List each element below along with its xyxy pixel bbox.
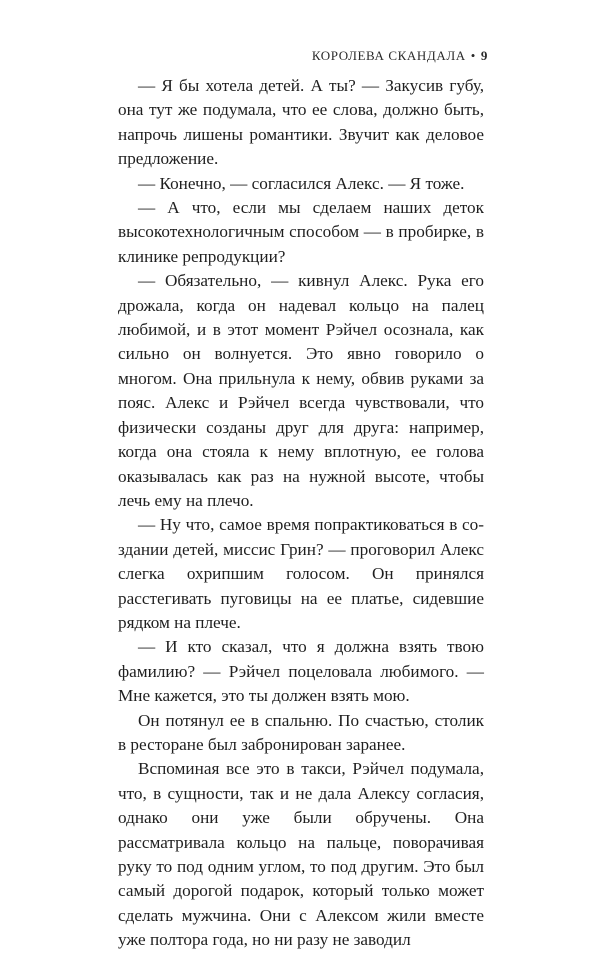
page-number: 9 bbox=[480, 48, 488, 63]
header-separator: • bbox=[470, 48, 476, 63]
paragraph: — Обязательно, — кивнул Алекс. Рука его дрожала, когда он надевал кольцо на палец любимой, и в этот момент Рэйчел осознала, как сильно он волнуется. Это явно говорило о многом. Она прильнула к нему, обвив руками за пояс. Алекс и Рэйчел всегда чувствовали, что физически созданы друг для друга: например, когда она стояла к нему вплотную, ее голова оказывалась как раз на нужной высоте, чтобы лечь ему на плечо. bbox=[118, 271, 484, 510]
paragraph: — И кто сказал, что я должна взять твою фамилию? — Рэйчел поцеловала любимого. — Мне кажется, это ты должен взять мою. bbox=[118, 637, 484, 706]
paragraph: — А что, если мы сделаем наших деток высокотехнологичным способом — в пробирке, в клинике репродукции? bbox=[118, 198, 484, 266]
paragraph: Он потянул ее в спальню. По счастью, столик в ресторане был забронирован заранее. bbox=[118, 710, 484, 754]
paragraph: — Я бы хотела детей. А ты? — Закусив губу, она тут же подумала, что ее слова, должно быть, напрочь лишены романтики. Звучит как деловое предложение. bbox=[118, 76, 484, 169]
paragraph: Вспоминая все это в такси, Рэйчел подумала, что, в сущности, так и не дала Алексу согласия, однако они уже были обручены. Она рассматривала кольцо на пальце, поворачивая руку то под одним углом, то под другим. Это был самый дорогой подарок, который только может сделать мужчина. Они с Алексом жили вместе уже полтора года, но ни разу не заводил bbox=[118, 759, 484, 950]
paragraph: — Ну что, самое время попрактиковаться в создании детей, миссис Грин? — проговорил Алекс слегка охрипшим голосом. Он принялся расстегивать пуговицы на ее платье, сидевшие рядком на плече. bbox=[118, 515, 484, 632]
running-head bbox=[312, 48, 488, 64]
body-text bbox=[118, 74, 484, 953]
book-title: КОРОЛЕВА СКАНДАЛА bbox=[311, 48, 466, 63]
paragraph: — Конечно, — согласился Алекс. — Я тоже. bbox=[138, 173, 465, 193]
